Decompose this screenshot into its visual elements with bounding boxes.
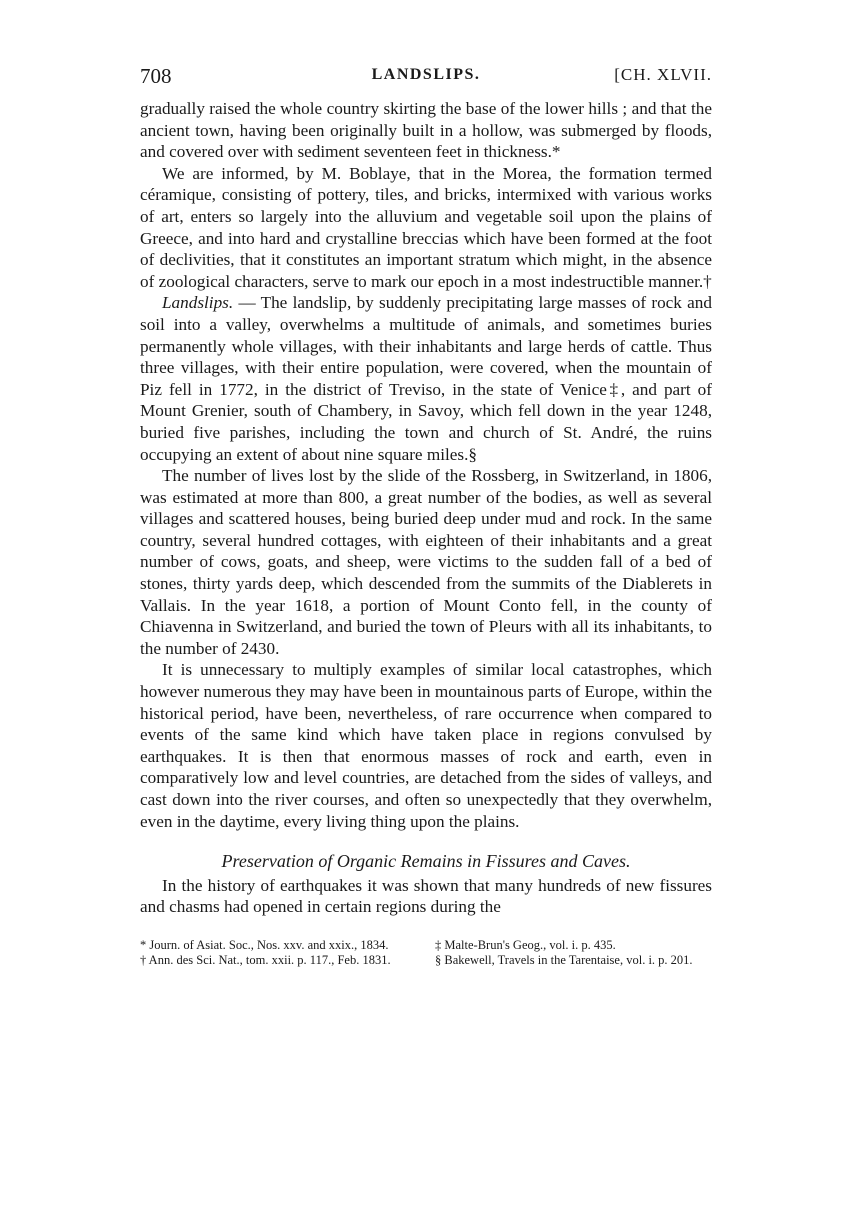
paragraph-continuation: gradually raised the whole country skirting the base of the lower hills ; and that the ancient town, having been originally built in a hollow, was submerged by floods, and covered over with sediment seventeen feet in thickness.* <box>140 99 712 162</box>
running-header <box>140 58 712 98</box>
landslips-text: — The landslip, by suddenly precipitating large masses of rock and soil into a valley, overwhelms a multitude of animals, and sometimes buries permanently whole villages, with their inhabitants and large herds of cattle. Thus three villages, with their entire population, were covered, when the mountain of Piz fell in 1772, in the district of Treviso, in the state of Venice‡, and part of Mount Grenier, south of Chambery, in Savoy, which fell down in the year 1248, buried five parishes, including the town and church of St. André, the ruins occupying an extent of about nine square miles.§ <box>140 293 712 464</box>
footnote-asterisk: * Journ. of Asiat. Soc., Nos. xxv. and xxix., 1834. <box>140 937 389 952</box>
footnote-section: § Bakewell, Travels in the Tarentaise, vol. i. p. 201. <box>435 952 693 967</box>
body-text <box>140 98 712 918</box>
landslips-lead: Landslips. <box>162 293 234 313</box>
section-heading: Preservation of Organic Remains in Fissures and Caves. <box>221 851 631 872</box>
running-title: LANDSLIPS. <box>371 66 481 83</box>
paragraph-fissures: In the history of earthquakes it was shown that many hundreds of new fissures and chasms had opened in certain regions during the <box>140 875 712 917</box>
paragraph-ceramique: We are informed, by M. Boblaye, that in the Morea, the formation termed céramique, consisting of pottery, tiles, and bricks, intermixed with various works of art, enters so largely into the alluvium and vegetable soil upon the plains of Greece, and into hard and crystalline breccias which have been formed at the foot of declivities, that it constitutes an important stratum which might, in the absence of zoological characters, serve to mark our epoch in a most indestructible manner.† <box>140 163 712 291</box>
book-page <box>140 58 712 968</box>
footnotes <box>140 938 712 968</box>
chapter-label: [CH. XLVII. <box>614 65 712 84</box>
paragraph-rossberg: The number of lives lost by the slide of the Rossberg, in Switzerland, in 1806, was estimated at more than 800, a great number of the bodies, as well as several villages and scattered houses, being buried deep under mud and rock. In the same country, several hundred cottages, with eighteen of their inhabitants and a great number of cows, goats, and sheep, were victims to the sudden fall of a bed of stones, thirty yards deep, which descended from the summits of the Diablerets in Vallais. In the year 1618, a portion of Mount Conto fell, in the county of Chiavenna in Switzerland, and buried the town of Pleurs with all its inhabitants, to the number of 2430. <box>140 466 712 658</box>
footnotes-right <box>417 938 712 968</box>
footnote-double-dagger: ‡ Malte-Brun's Geog., vol. i. p. 435. <box>435 937 616 952</box>
paragraph-catastrophes: It is unnecessary to multiply examples of similar local catastrophes, which however numerous they may have been in mountainous parts of Europe, within the historical period, have been, nevertheless, of rare occurrence when compared to events of the same kind which have taken place in regions convulsed by earthquakes. It is then that enormous masses of rock and earth, even in comparatively low and level countries, are detached from the sides of valleys, and cast down into the river courses, and often so unexpectedly that they overwhelm, even in the daytime, every living thing upon the plains. <box>140 660 712 831</box>
paragraph-landslips <box>140 292 712 465</box>
footnote-dagger: † Ann. des Sci. Nat., tom. xxii. p. 117., Feb. 1831. <box>140 952 391 967</box>
footnotes-left <box>140 938 417 968</box>
page-number: 708 <box>140 64 172 88</box>
